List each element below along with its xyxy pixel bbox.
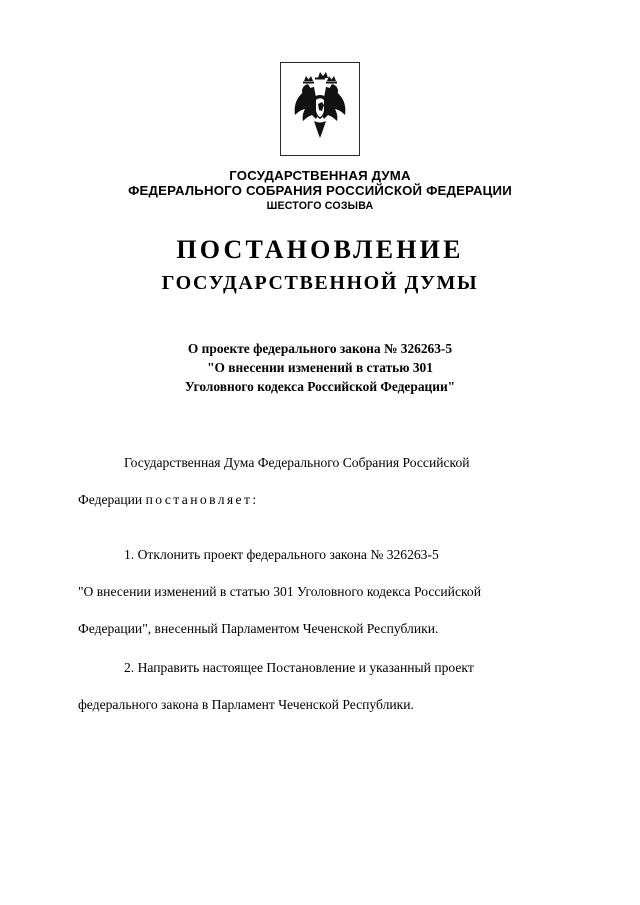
- paragraph-preamble: [78, 444, 568, 481]
- item-1-text-line-1: 1. Отклонить проект федерального закона № 326263-5: [124, 547, 439, 562]
- subject-line-2: "О внесении изменений в статью 301: [207, 360, 433, 375]
- document-header: [0, 168, 640, 213]
- item-2-text-line-2: федерального закона в Парламент Чеченской Республики.: [78, 697, 414, 712]
- header-line-duma: ГОСУДАРСТВЕННАЯ ДУМА: [229, 168, 411, 183]
- paragraph-item-1-line-2: [78, 573, 568, 610]
- page-title: ПОСТАНОВЛЕНИЕ: [176, 235, 464, 264]
- subject-line-1: О проекте федерального закона № 326263-5: [187, 341, 453, 356]
- document-body: [78, 444, 568, 723]
- preamble-text-part2: Федерации: [78, 492, 146, 507]
- document-subject: [0, 339, 640, 396]
- paragraph-item-1-line-1: [78, 536, 568, 573]
- item-1-text-line-2: "О внесении изменений в статью 301 Уголовного кодекса Российской: [78, 584, 481, 599]
- page-subtitle: ГОСУДАРСТВЕННОЙ ДУМЫ: [161, 272, 479, 294]
- emblem-container: [0, 0, 640, 156]
- paragraph-item-2-line-2: [78, 686, 568, 723]
- paragraph-item-1-line-3: [78, 610, 568, 647]
- paragraph-item-2-line-1: [78, 649, 568, 686]
- header-line-convocation: ШЕСТОГО СОЗЫВА: [266, 200, 374, 212]
- item-1-text-line-3: Федерации", внесенный Парламентом Чеченской Республики.: [78, 621, 439, 636]
- header-line-federal-assembly: ФЕДЕРАЛЬНОГО СОБРАНИЯ РОССИЙСКОЙ ФЕДЕРАЦИИ: [128, 183, 512, 198]
- subject-line-3: Уголовного кодекса Российской Федерации": [184, 379, 456, 394]
- preamble-text-part1: Государственная Дума Федерального Собрания Российской: [124, 455, 470, 470]
- paragraph-preamble-continued: [78, 481, 568, 518]
- preamble-verb: постановляет:: [145, 492, 259, 507]
- russian-coat-of-arms-double-headed-eagle-icon: [280, 62, 360, 156]
- item-2-text-line-1: 2. Направить настоящее Постановление и указанный проект: [124, 660, 474, 675]
